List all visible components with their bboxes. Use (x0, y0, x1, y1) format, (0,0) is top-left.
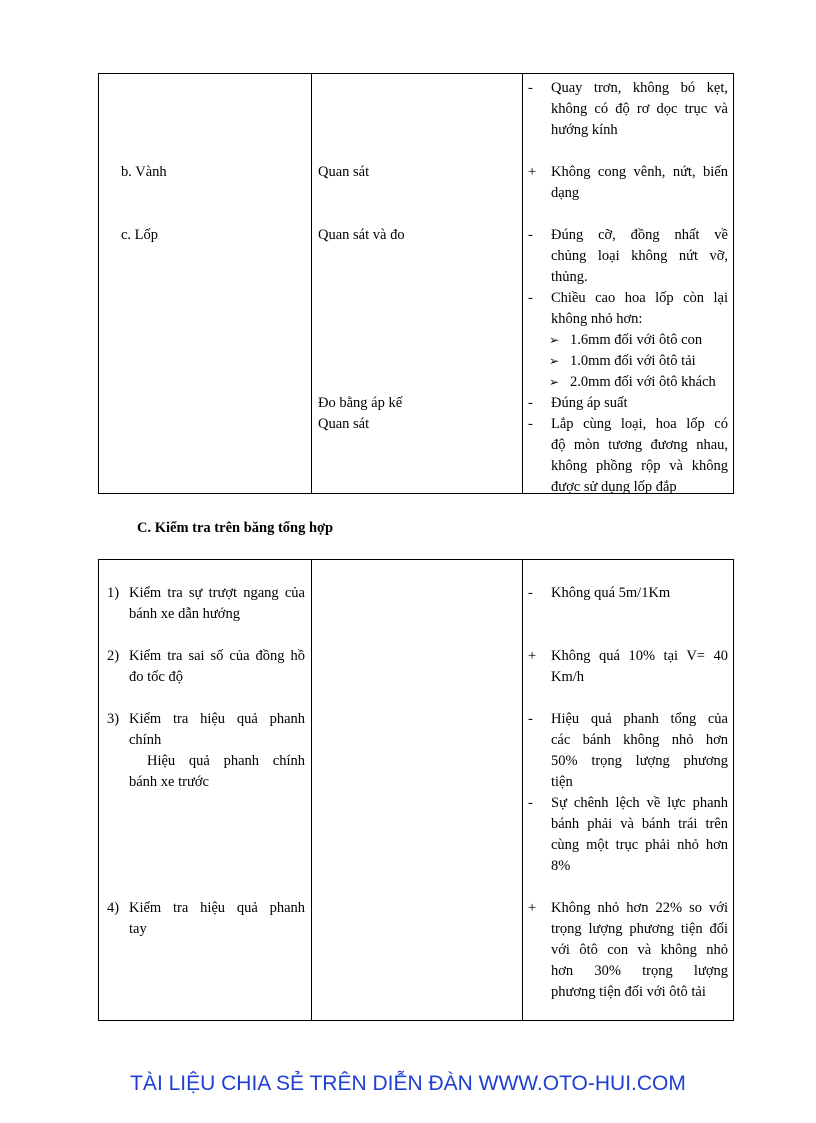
requirement-line: trọng lượng phương tiện đối (551, 921, 728, 937)
requirement-line: 50% trọng lượng phương (551, 753, 728, 769)
marker: - (528, 80, 533, 96)
item-line: đo tốc độ (129, 669, 183, 685)
requirement-line: 8% (551, 858, 571, 874)
requirement-line: phương tiện đối với ôtô tải (551, 984, 706, 1000)
method-label: Đo bằng áp kế (318, 395, 403, 411)
requirement-line: chủng loại không nứt vỡ, (551, 248, 728, 264)
requirement-line: bánh phải và bánh trái trên (551, 816, 728, 832)
requirement-line: tiện (551, 774, 573, 790)
requirement-line: cùng một trục phải nhỏ hơn (551, 837, 728, 853)
section-heading: C. Kiểm tra trên băng tổng hợp (137, 520, 334, 536)
requirement-line: hơn 30% trọng lượng (551, 963, 728, 979)
requirement-line: Đúng áp suất (551, 395, 628, 411)
marker: - (528, 290, 533, 306)
marker: + (528, 648, 537, 664)
item-label: c. Lốp (121, 227, 159, 243)
requirement-line: Lắp cùng loại, hoa lốp có (551, 416, 728, 432)
column-divider (311, 74, 312, 493)
marker: - (528, 395, 533, 411)
column-divider (522, 74, 523, 493)
method-label: Quan sát (318, 416, 370, 432)
item-line: Kiểm tra sai số của đồng hồ (129, 648, 305, 664)
requirement-line: Đúng cỡ, đồng nhất về (551, 227, 728, 243)
requirement-line: Chiều cao hoa lốp còn lại (551, 290, 728, 306)
requirement-line: Không quá 5m/1Km (551, 585, 671, 601)
requirement-line: thủng. (551, 269, 588, 285)
bullet-line: 2.0mm đối với ôtô khách (570, 374, 716, 390)
requirement-line: với ôtô con và không nhỏ (551, 942, 728, 958)
requirement-line: không có độ rơ dọc trục và (551, 101, 728, 117)
requirement-line: không nhỏ hơn: (551, 311, 643, 327)
item-number: 1) (107, 585, 120, 601)
column-divider (522, 560, 523, 1020)
item-line: Hiệu quả phanh chính (147, 753, 305, 769)
item-number: 2) (107, 648, 120, 664)
arrow-bullet-icon: ➢ (549, 333, 560, 347)
marker: - (528, 795, 533, 811)
requirement-line: hướng kính (551, 122, 618, 138)
item-line: Kiểm tra hiệu quả phanh (129, 711, 305, 727)
footer-watermark: TÀI LIỆU CHIA SẺ TRÊN DIỄN ĐÀN WWW.OTO-HUI.COM (130, 1072, 686, 1095)
requirement-line: độ mòn tương đương nhau, (551, 437, 728, 453)
method-label: Quan sát (318, 164, 370, 180)
marker: - (528, 711, 533, 727)
method-label: Quan sát và đo (318, 227, 405, 243)
item-line: tay (129, 921, 147, 937)
bullet-line: 1.0mm đối với ôtô tải (570, 353, 696, 369)
item-number: 4) (107, 900, 120, 916)
marker: - (528, 416, 533, 432)
requirement-line: Km/h (551, 669, 585, 685)
marker: + (528, 164, 537, 180)
requirement-line: Hiệu quả phanh tổng của (551, 711, 728, 727)
marker: - (528, 585, 533, 601)
item-line: Kiểm tra hiệu quả phanh (129, 900, 305, 916)
requirement-line: dạng (551, 185, 580, 201)
requirement-line: không phồng rộp và không (551, 458, 728, 474)
requirement-line: Không quá 10% tại V= 40 (551, 648, 728, 664)
item-line: bánh xe trước (129, 774, 209, 790)
marker: - (528, 227, 533, 243)
item-number: 3) (107, 711, 120, 727)
item-label: b. Vành (121, 164, 167, 180)
requirement-line: được sử dụng lốp đắp (551, 479, 677, 495)
requirement-line: các bánh không nhỏ hơn (551, 732, 728, 748)
column-divider (311, 560, 312, 1020)
item-line: Kiểm tra sự trượt ngang của (129, 585, 305, 601)
arrow-bullet-icon: ➢ (549, 354, 560, 368)
item-line: bánh xe dẫn hướng (129, 606, 240, 622)
bullet-line: 1.6mm đối với ôtô con (570, 332, 703, 348)
requirement-line: Sự chênh lệch về lực phanh (551, 795, 728, 811)
arrow-bullet-icon: ➢ (549, 375, 560, 389)
marker: + (528, 900, 537, 916)
item-line: chính (129, 732, 162, 748)
requirement-line: Không nhỏ hơn 22% so với (551, 900, 728, 916)
requirement-line: Không cong vênh, nứt, biến (551, 164, 728, 180)
requirement-line: Quay trơn, không bó kẹt, (551, 80, 728, 96)
